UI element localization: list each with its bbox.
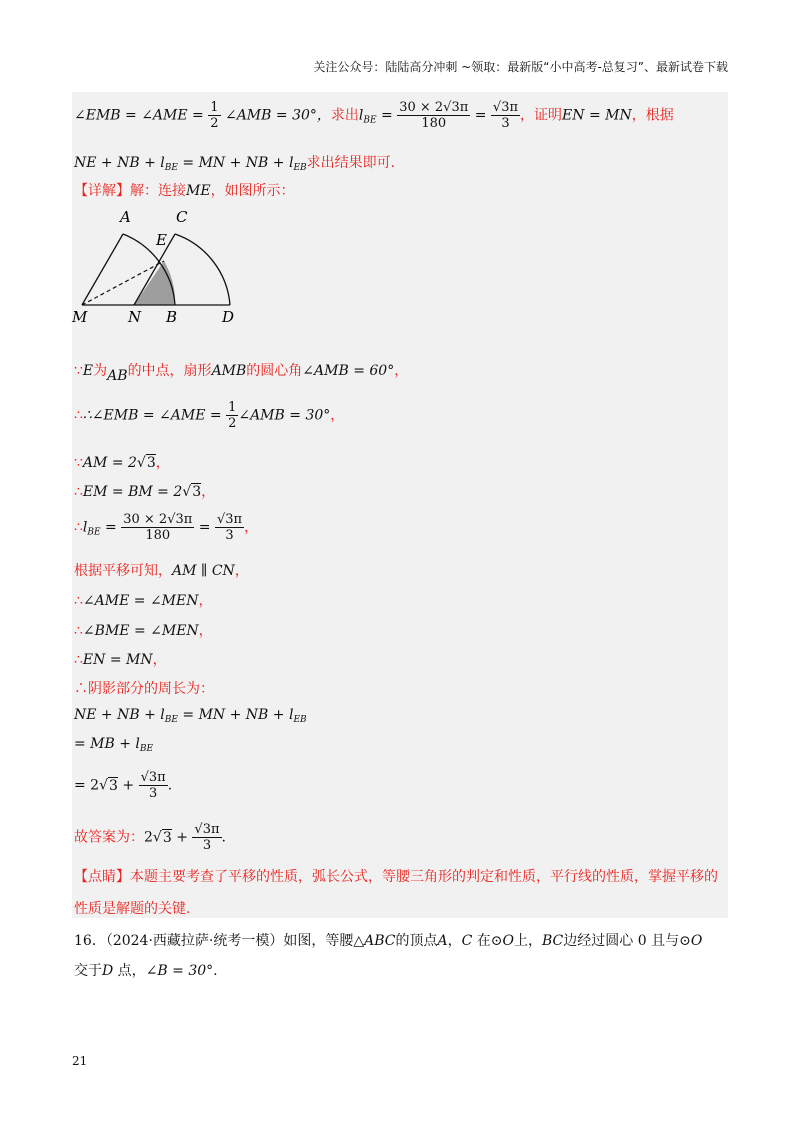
step-bme-men: ∴∠BME = ∠MEN， [74, 623, 213, 639]
final-answer: 故答案为：2√3 + $\frac{√3\pi}{3}$ . [74, 822, 226, 853]
label-D: D [222, 308, 235, 326]
label-M: M [72, 308, 88, 326]
fraction-arc: $\frac{30 \times 2√3\pi}{180}$ [399, 100, 469, 131]
step-ame-men: ∴∠AME = ∠MEN， [74, 593, 213, 609]
step-em-bm: ∴EM = BM = 2√3， [74, 484, 216, 500]
step-perimeter-label: ∴阴影部分的周长为： [74, 681, 214, 697]
question-16-line-2: 交于D 点，∠B = 30°. [74, 963, 218, 979]
label-E: E [156, 231, 167, 249]
question-16-line-1: 16．（2024·西藏拉萨·统考一模）如图，等腰△ABC的顶点A，C 在⊙O上，BC边经过圆心 0 且与⊙O [74, 933, 703, 949]
page-number: 21 [72, 1054, 88, 1068]
page-header: 关注公众号：陆陆高分冲刺 ~领取：最新版“小中高考-总复习”、最新试卷下载 [313, 60, 728, 74]
fraction-result: $\frac{√3\pi}{3}$ [492, 100, 519, 131]
step-en-mn: ∴EN = MN， [74, 652, 167, 668]
fraction-half: $\frac{1}{2}$ [210, 100, 219, 131]
step-translation: 根据平移可知，AM ∥ CN， [74, 563, 249, 579]
step-perimeter-mb: = MB + $l_{BE}$ [74, 736, 154, 754]
solution-line-1: ∠EMB = ∠AME = $\frac{1}{2}$ ∠AMB = 30°，求出$l_{BE}$ = $\frac{30 \times 2√3\pi}{180}$ = $\frac{√3\pi}{3}$ ，证明EN = MN，根据 [74, 100, 674, 131]
step-perimeter-expr: NE + NB + $l_{BE}$ = MN + NB + $l_{EB}$ [74, 707, 307, 725]
detail-heading: 【详解】解：连接ME，如图所示： [74, 183, 295, 199]
label-N: N [128, 308, 142, 326]
geometry-figure [70, 205, 245, 330]
step-angle-half: ∴∴∠EMB = ∠AME = $\frac{1}{2}$ ∠AMB = 30°， [74, 400, 345, 431]
label-C: C [176, 208, 188, 226]
label-A: A [120, 208, 131, 226]
remark-line-1: 【点睛】本题主要考查了平移的性质，弧长公式，等腰三角形的判定和性质，平行线的性质，掌握平移的 [74, 869, 718, 885]
remark-line-2: 性质是解题的关键. [74, 901, 191, 917]
step-midpoint: ∵E为AB的中点，扇形AMB的圆心角∠AMB = 60°， [74, 363, 409, 384]
step-perimeter-value: = 2√3 + $\frac{√3\pi}{3}$ . [74, 770, 173, 801]
step-arc-length: $\therefore l_{BE}$ = $\frac{30 \times 2√3\pi}{180}$ = $\frac{√3\pi}{3}$ ， [74, 512, 259, 543]
label-B: B [166, 308, 178, 326]
solution-line-2: NE + NB + $l_{BE}$ = MN + NB + $l_{EB}$求出结果即可. [74, 155, 396, 173]
step-am: ∵AM = 2√3， [74, 455, 170, 471]
